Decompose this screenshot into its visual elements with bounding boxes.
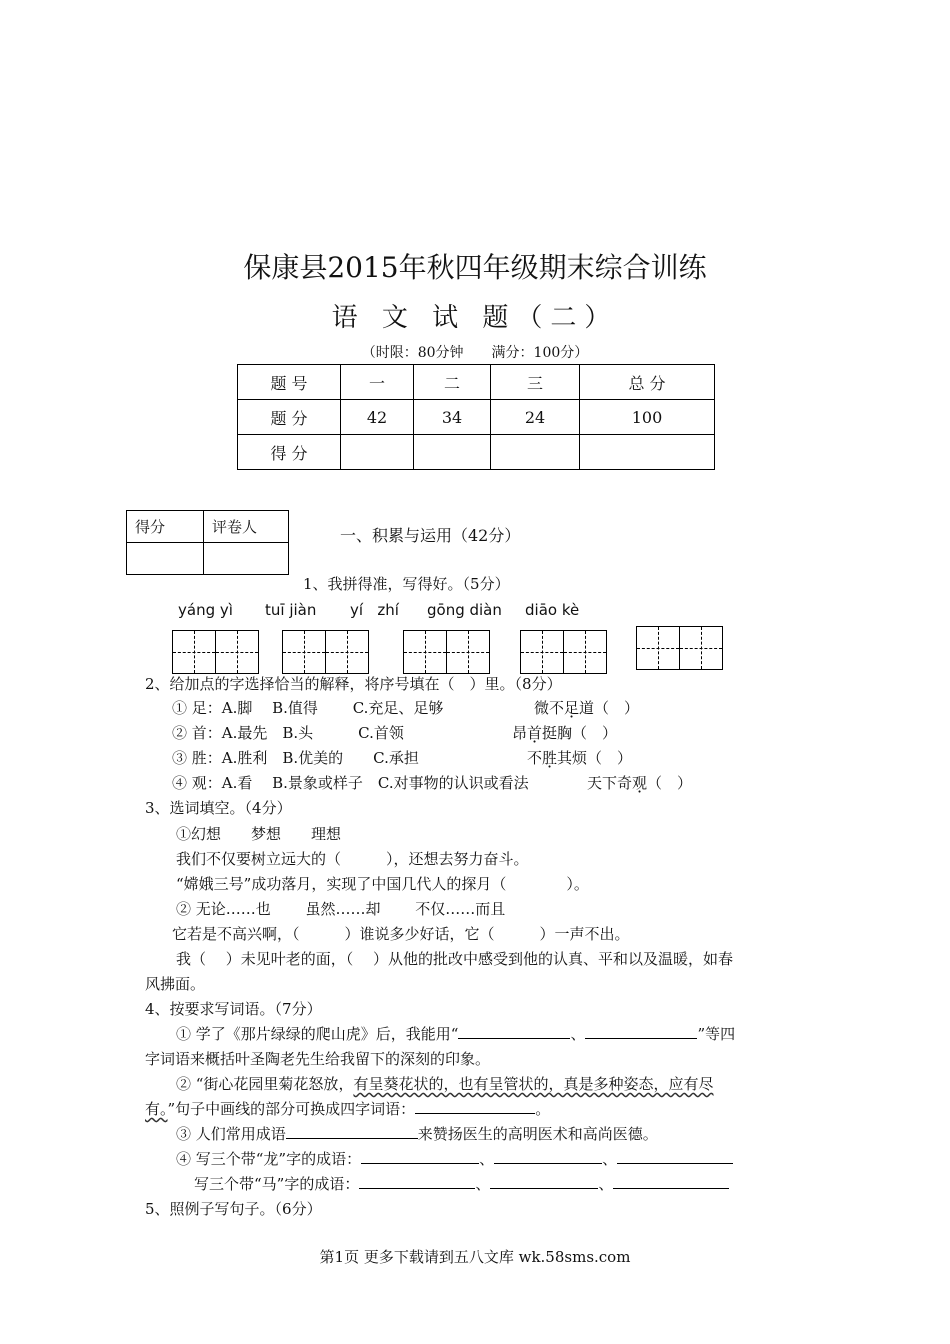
- answer-blank[interactable]: [617, 1149, 733, 1164]
- table-cell: 一: [341, 365, 414, 400]
- q2-options-4: ④ 观：A.看 B.景象或样子 C.对事物的认识或看法: [172, 774, 529, 792]
- q4-item-1-cont: 字词语来概括叶圣陶老先生给我留下的深刻的印象。: [145, 1050, 491, 1068]
- writing-grid-3[interactable]: [403, 630, 490, 674]
- answer-blank[interactable]: [286, 1124, 418, 1139]
- pinyin-3: yí zhí: [350, 601, 399, 619]
- pinyin-2: tuī jiàn: [265, 601, 317, 619]
- writing-grid-4[interactable]: [520, 630, 607, 674]
- q2-phrase-2: 昂首挺胸（ ）: [512, 724, 618, 742]
- table-cell: 得 分: [238, 435, 341, 470]
- q4-prompt: 4、按要求写词语。（7分）: [145, 1000, 322, 1018]
- score-input-cell[interactable]: [414, 435, 491, 470]
- q4-item-2-cont: 有。”句子中画线的部分可换成四字词语： 。: [145, 1100, 551, 1118]
- grader-box: [126, 510, 289, 575]
- subtitle-text: 语 文 试 题（二）: [331, 303, 619, 333]
- q1-prompt: 1、我拼得准，写得好。（5分）: [303, 575, 510, 593]
- q4-item-2: ② “街心花园里菊花怒放，有呈葵花状的，也有呈管状的，真是多种姿态，应有尽: [176, 1075, 714, 1093]
- answer-blank[interactable]: [494, 1149, 602, 1164]
- time-limit: （时限：80分钟 满分：100分）: [361, 345, 589, 361]
- exam-title: 保康县2015年秋四年级期末综合训练: [243, 251, 707, 284]
- score-label: 得分: [127, 511, 204, 543]
- score-input-cell[interactable]: [341, 435, 414, 470]
- pinyin-4: gōng diàn: [427, 601, 502, 619]
- q3-words-1: ①幻想 梦想 理想: [176, 825, 342, 843]
- table-cell: 42: [341, 400, 414, 435]
- answer-blank[interactable]: [613, 1174, 729, 1189]
- q3-line-4[interactable]: 我（ ）未见叶老的面，（ ）从他的批改中感受到他的认真、平和以及温暖，如春: [176, 950, 734, 968]
- score-table: [237, 364, 715, 470]
- score-input-cell[interactable]: [491, 435, 580, 470]
- pinyin-5: diāo kè: [525, 601, 580, 619]
- answer-blank[interactable]: [415, 1099, 535, 1114]
- writing-grid-2[interactable]: [282, 630, 369, 674]
- q3-line-2[interactable]: “嫦娥三号”成功落月，实现了中国几代人的探月（ ）。: [176, 875, 589, 893]
- table-cell: 24: [491, 400, 580, 435]
- grader-input-cell[interactable]: [204, 543, 289, 575]
- score-input-cell[interactable]: [127, 543, 204, 575]
- table-cell: 二: [414, 365, 491, 400]
- q2-phrase-1: 微不足道（ ）: [534, 699, 640, 717]
- q4-item-4b: 写三个带“马”字的成语： 、 、: [194, 1174, 729, 1194]
- table-cell: 三: [491, 365, 580, 400]
- writing-grid-5[interactable]: [636, 626, 723, 670]
- q3-line-3[interactable]: 它若是不高兴啊，（ ）谁说多少好话，它（ ）一声不出。: [172, 925, 630, 943]
- q2-options-3: ③ 胜：A.胜利 B.优美的 C.承担: [172, 749, 419, 767]
- q2-prompt: 2、给加点的字选择恰当的解释，将序号填在（ ）里。（8分）: [145, 675, 562, 693]
- score-input-cell[interactable]: [580, 435, 715, 470]
- q5-prompt: 5、照例子写句子。（6分）: [145, 1200, 322, 1218]
- table-cell: 100: [580, 400, 715, 435]
- q4-item-4: ④ 写三个带“龙”字的成语： 、 、: [176, 1149, 733, 1169]
- table-row: [238, 435, 715, 470]
- answer-blank[interactable]: [458, 1024, 570, 1039]
- page-footer: 第1页 更多下载请到五八文库 wk.58sms.com: [319, 1248, 631, 1266]
- q4-item-3: ③ 人们常用成语 来赞扬医生的高明医术和高尚医德。: [176, 1125, 658, 1143]
- table-row: [238, 365, 715, 400]
- exam-subtitle: [0, 297, 950, 334]
- answer-blank[interactable]: [490, 1174, 598, 1189]
- section-heading: 一、积累与运用（42分）: [340, 526, 521, 545]
- table-cell: 题 号: [238, 365, 341, 400]
- q3-line-4-cont: 风拂面。: [145, 975, 206, 993]
- table-cell: 34: [414, 400, 491, 435]
- q4-item-1: ① 学了《那片绿绿的爬山虎》后，我能用“ 、 ”等四: [176, 1025, 736, 1043]
- q3-line-1[interactable]: 我们不仅要树立远大的（ ），还想去努力奋斗。: [176, 850, 529, 868]
- q2-options-2: ② 首：A.最先 B.头 C.首领: [172, 724, 404, 742]
- answer-blank[interactable]: [359, 1174, 475, 1189]
- table-cell: 总 分: [580, 365, 715, 400]
- grader-label: 评卷人: [204, 511, 289, 543]
- q2-options-1: ① 足：A.脚 B.值得 C.充足、足够: [172, 699, 444, 717]
- q2-phrase-4: 天下奇观（ ）: [587, 774, 693, 792]
- table-row: [238, 400, 715, 435]
- answer-blank[interactable]: [585, 1024, 697, 1039]
- table-cell: 题 分: [238, 400, 341, 435]
- q3-words-2: ② 无论……也 虽然……却 不仅……而且: [176, 900, 506, 918]
- writing-grid-1[interactable]: [172, 630, 259, 674]
- q2-phrase-3: 不胜其烦（ ）: [527, 749, 633, 767]
- pinyin-1: yáng yì: [178, 601, 233, 619]
- answer-blank[interactable]: [361, 1149, 479, 1164]
- q3-prompt: 3、选词填空。（4分）: [145, 799, 292, 817]
